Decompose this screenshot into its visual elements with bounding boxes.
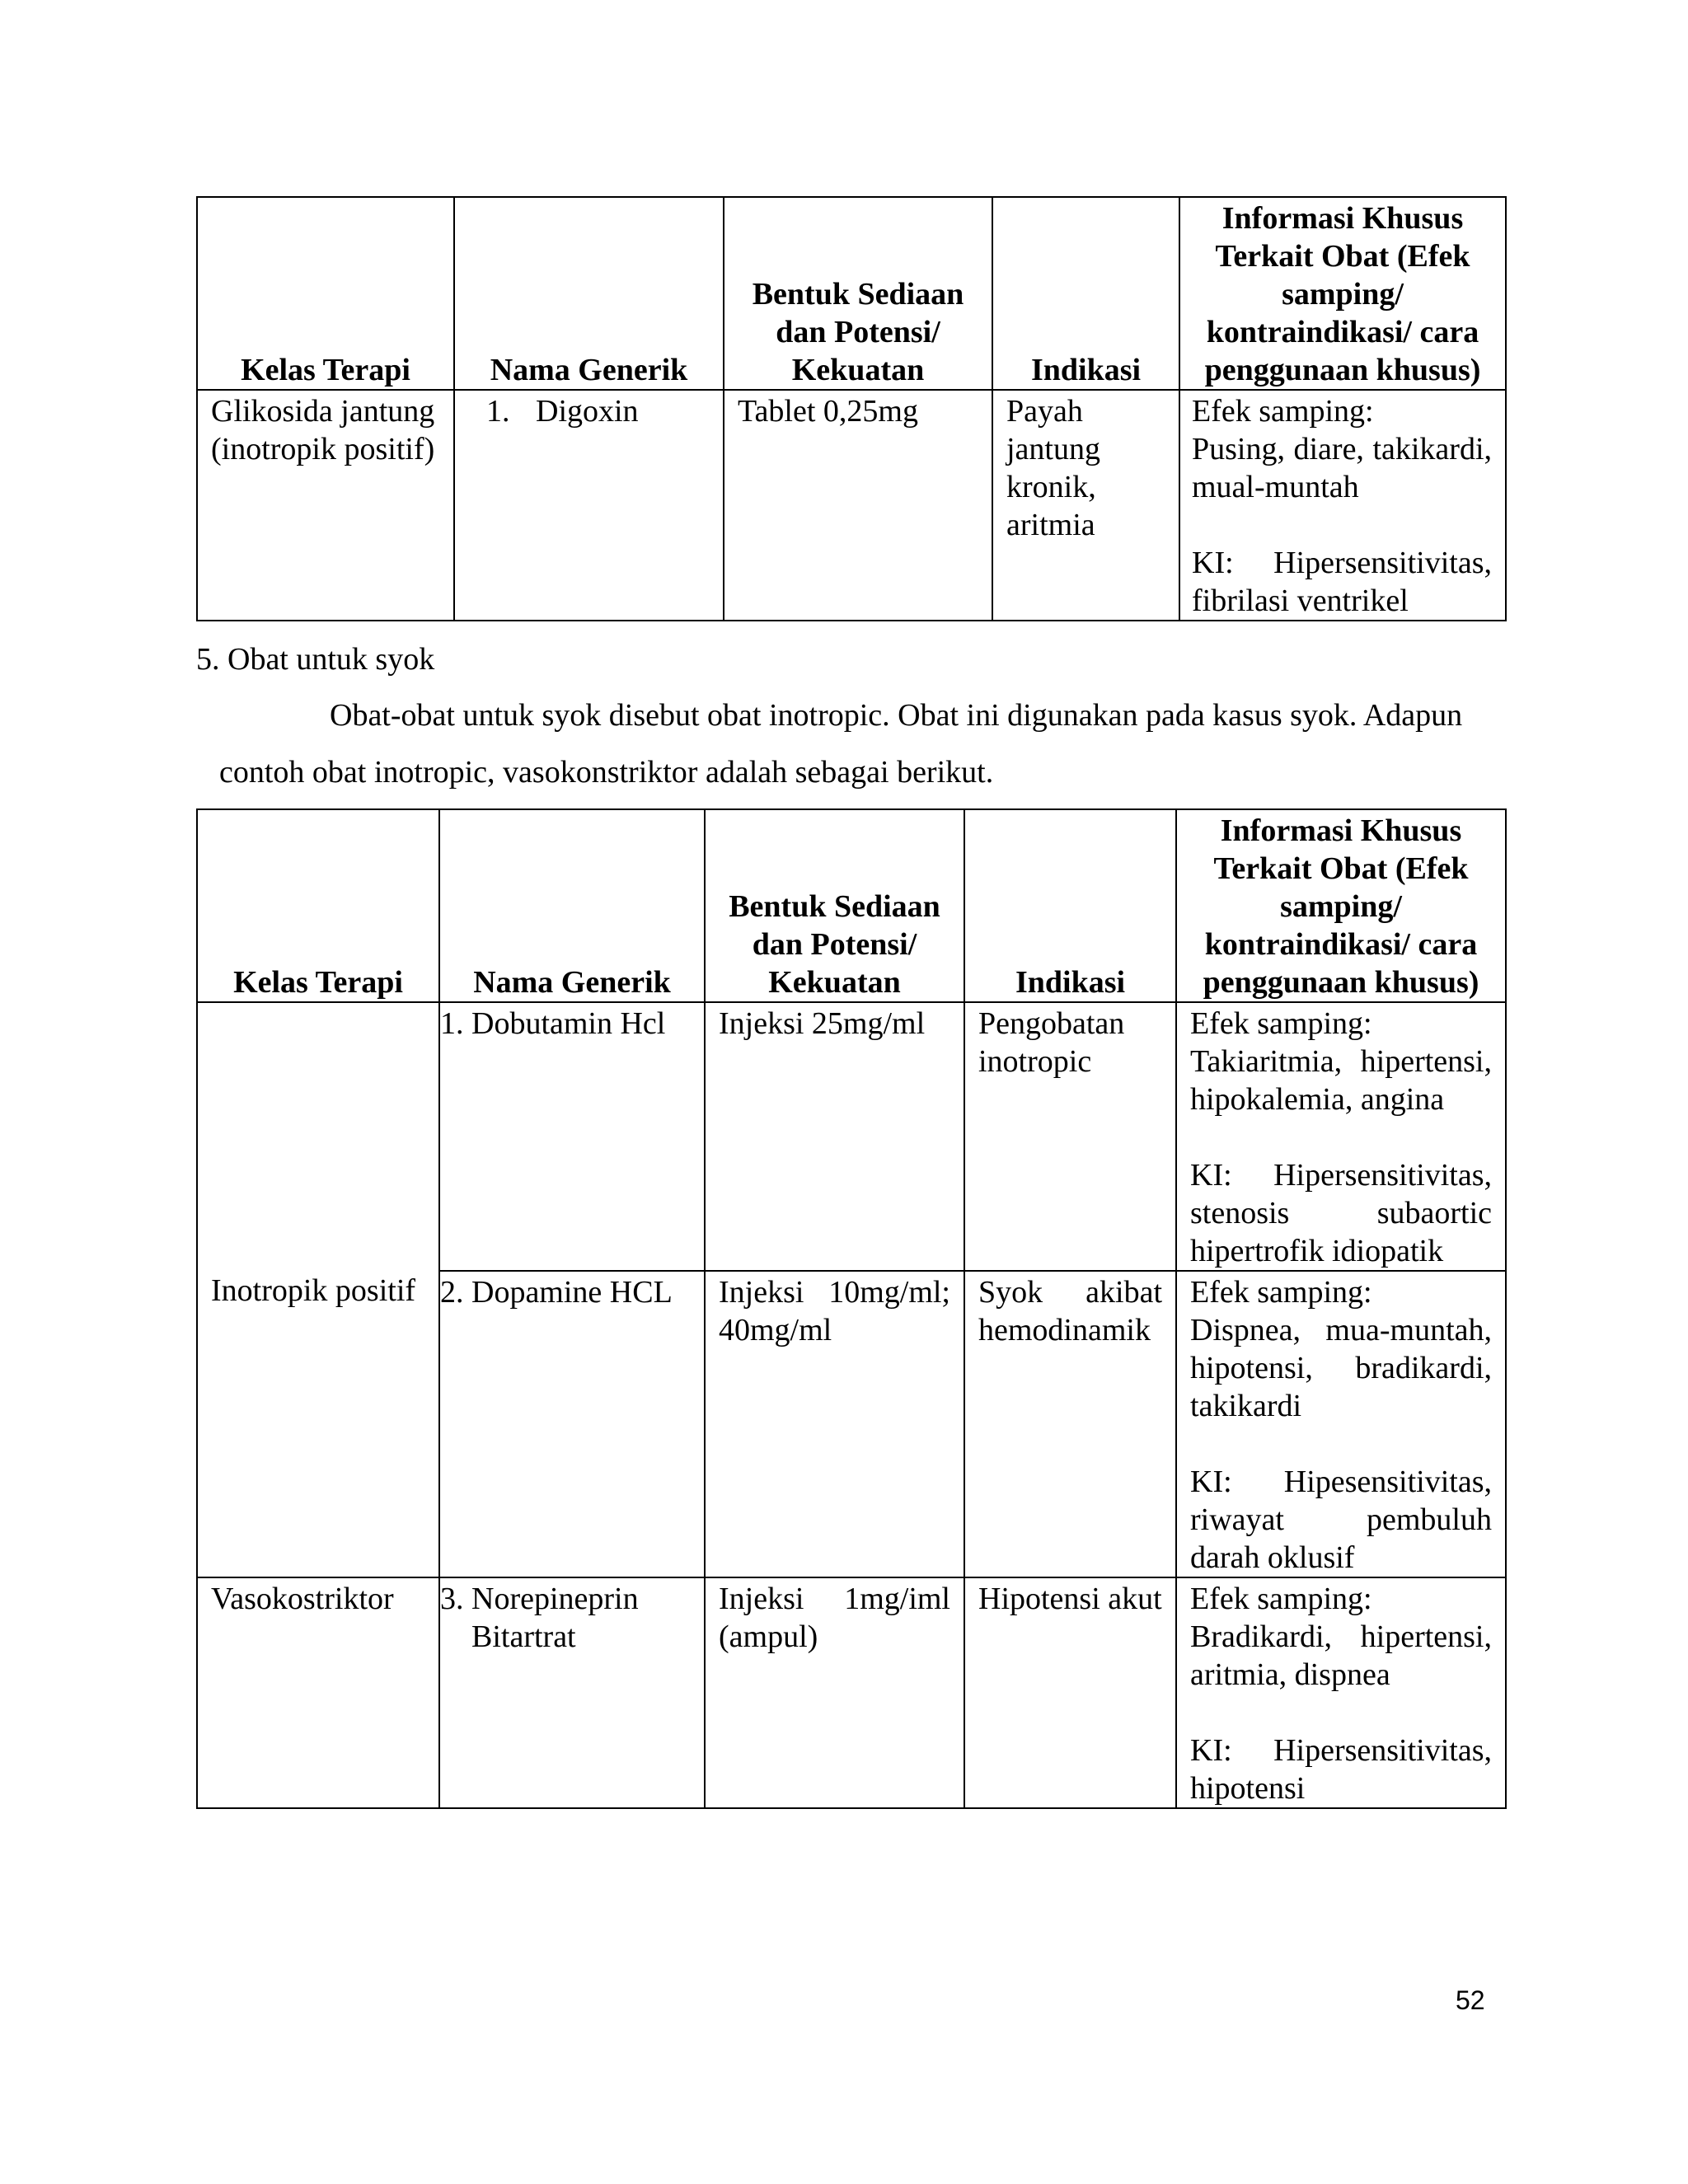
drug-table-glikosida — [196, 196, 1507, 621]
header-nama-generik: Nama Generik — [454, 197, 724, 390]
drug-name: Norepineprin Bitartrat — [471, 1582, 639, 1654]
section-title: 5. Obat untuk syok — [196, 642, 435, 677]
drug-table-syok — [196, 808, 1507, 1809]
cell-informasi-khusus — [1176, 1002, 1506, 1271]
efek-text: Pusing, diare, takikardi, mual-muntah — [1192, 432, 1492, 504]
cell-nama-generik — [439, 1271, 705, 1577]
cell-nama-generik — [454, 390, 724, 621]
header-kelas-terapi: Kelas Terapi — [197, 197, 454, 390]
efek-text: Takiaritmia, hipertensi, hipokalemia, angina — [1190, 1044, 1492, 1117]
header-bentuk-sediaan: Bentuk Sediaan dan Potensi/ Kekuatan — [705, 809, 964, 1002]
cell-informasi-khusus — [1176, 1577, 1506, 1808]
efek-label: Efek samping: — [1192, 394, 1374, 429]
ki-text: KI: Hipersensitivitas, fibrilasi ventrikel — [1192, 546, 1492, 618]
header-bentuk-sediaan: Bentuk Sediaan dan Potensi/ Kekuatan — [724, 197, 992, 390]
cell-indikasi: Payah jantung kronik, aritmia — [992, 390, 1179, 621]
table-row — [197, 390, 1506, 621]
table-row — [197, 1002, 1506, 1271]
cell-informasi-khusus — [1176, 1271, 1506, 1577]
cell-bentuk-sediaan: Injeksi 10mg/ml; 40mg/ml — [705, 1271, 964, 1577]
cell-kelas-terapi: Glikosida jantung (inotropik positif) — [197, 390, 454, 621]
cell-bentuk-sediaan: Injeksi 1mg/iml (ampul) — [705, 1577, 964, 1808]
item-number: 1. — [486, 394, 510, 429]
efek-label: Efek samping: — [1190, 1582, 1372, 1616]
header-indikasi: Indikasi — [964, 809, 1176, 1002]
drug-name: Dobutamin Hcl — [471, 1006, 666, 1041]
cell-bentuk-sediaan: Tablet 0,25mg — [724, 390, 992, 621]
drug-name: Digoxin — [536, 394, 639, 429]
header-kelas-terapi: Kelas Terapi — [197, 809, 439, 1002]
cell-nama-generik — [439, 1577, 705, 1808]
ki-text: KI: Hipersensitivitas, stenosis subaortic hipertrofik idiopatik — [1190, 1158, 1492, 1268]
paragraph-line-2: contoh obat inotropic, vasokonstriktor adalah sebagai berikut. — [219, 755, 994, 790]
cell-informasi-khusus — [1179, 390, 1506, 621]
table-row — [197, 1577, 1506, 1808]
cell-bentuk-sediaan: Injeksi 25mg/ml — [705, 1002, 964, 1271]
cell-kelas-terapi: Vasokostriktor — [197, 1577, 439, 1808]
efek-text: Dispnea, mua-muntah, hipotensi, bradikardi, takikardi — [1190, 1313, 1492, 1423]
item-number: 3. — [440, 1582, 464, 1616]
cell-indikasi: Syok akibat hemodinamik — [964, 1271, 1176, 1577]
item-number: 2. — [440, 1275, 464, 1310]
drug-name: Dopamine HCL — [471, 1275, 673, 1310]
header-nama-generik: Nama Generik — [439, 809, 705, 1002]
cell-indikasi: Hipotensi akut — [964, 1577, 1176, 1808]
ki-text: KI: Hipersensitivitas, hipotensi — [1190, 1733, 1492, 1806]
table-header-row — [197, 809, 1506, 1002]
ki-text: KI: Hipesensitivitas, riwayat pembuluh darah oklusif — [1190, 1465, 1492, 1575]
header-informasi-khusus: Informasi Khusus Terkait Obat (Efek samping/ kontraindikasi/ cara penggunaan khusus) — [1176, 809, 1506, 1002]
cell-kelas-terapi: Inotropik positif — [197, 1002, 439, 1577]
item-number: 1. — [440, 1006, 464, 1041]
efek-text: Bradikardi, hipertensi, aritmia, dispnea — [1190, 1619, 1492, 1692]
cell-indikasi: Pengobatan inotropic — [964, 1002, 1176, 1271]
efek-label: Efek samping: — [1190, 1275, 1372, 1310]
header-informasi-khusus: Informasi Khusus Terkait Obat (Efek samping/ kontraindikasi/ cara penggunaan khusus) — [1179, 197, 1506, 390]
table-header-row — [197, 197, 1506, 390]
header-indikasi: Indikasi — [992, 197, 1179, 390]
page-number: 52 — [1456, 1985, 1485, 2015]
paragraph-line-1: Obat-obat untuk syok disebut obat inotropic. Obat ini digunakan pada kasus syok. Adapun — [330, 698, 1463, 733]
cell-nama-generik — [439, 1002, 705, 1271]
efek-label: Efek samping: — [1190, 1006, 1372, 1041]
